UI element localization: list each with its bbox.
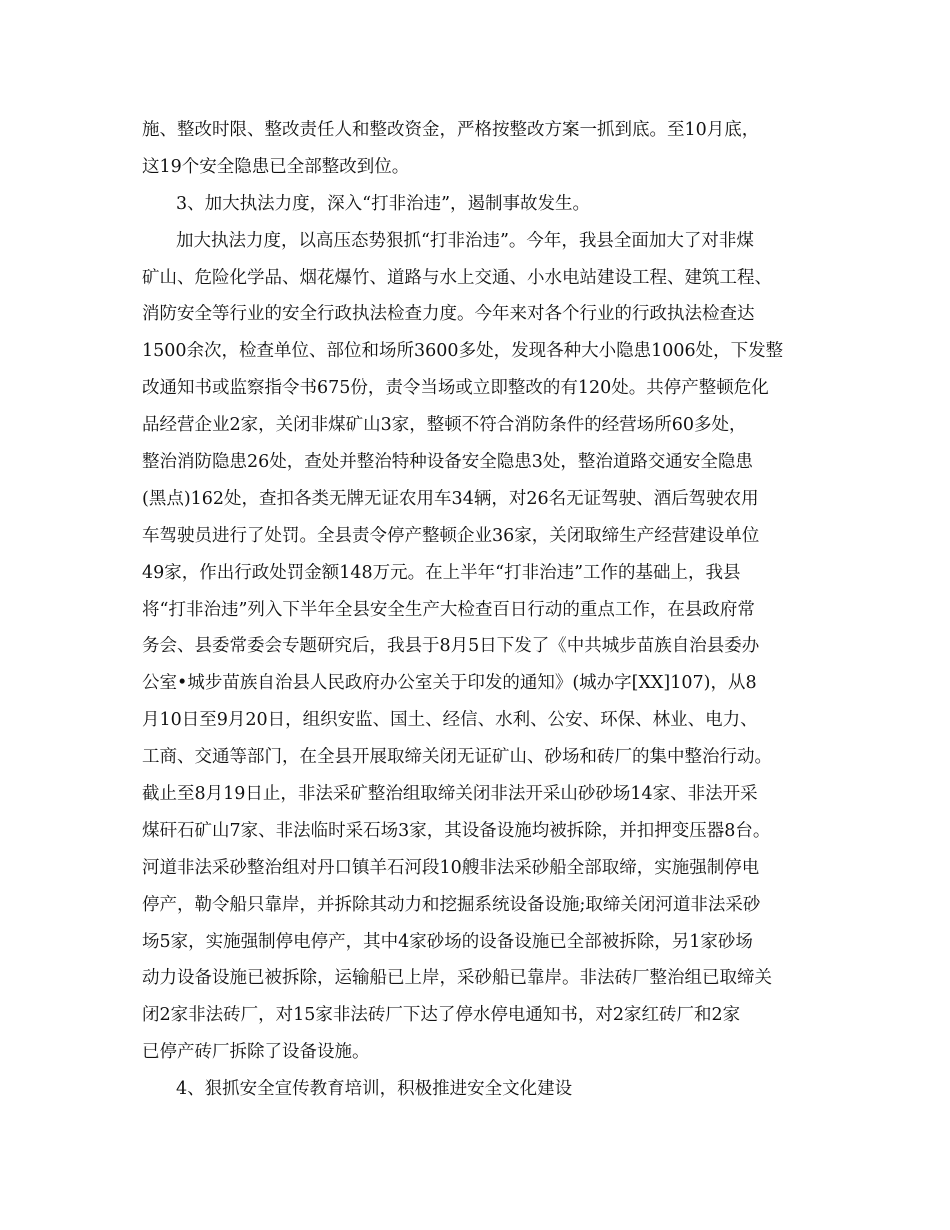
text-line: 月10日至9月20日，组织安监、国土、经信、水利、公安、环保、林业、电力、 (142, 710, 758, 731)
text-line: 施、整改时限、整改责任人和整改资金，严格按整改方案一抓到底。至10月底， (142, 120, 760, 140)
text-line: (黑点)162处，查扣各类无牌无证农用车34辆，对26名无证驾驶、酒后驾驶农用 (142, 488, 759, 509)
text-line: 1500余次，检查单位、部位和场所3600多处，发现各种大小隐患1006处，下发整 (142, 341, 784, 362)
text-line: 公室•城步苗族自治县人民政府办公室关于印发的通知》(城办字[XX]107)，从8 (142, 673, 757, 694)
text-line: 务会、县委常委会专题研究后，我县于8月5日下发了《中共城步苗族自治县委办 (142, 636, 760, 657)
text-line: 河道非法采砂整治组对丹口镇羊石河段10艘非法采砂船全部取缔，实施强制停电 (142, 857, 760, 878)
text-line: 已停产砖厂拆除了设备设施。 (142, 1042, 370, 1063)
text-line: 车驾驶员进行了处罚。全县责令停产整顿企业36家，关闭取缔生产经营建设单位 (142, 525, 760, 546)
text-line: 将“打非治违”列入下半年全县安全生产大检查百日行动的重点工作，在县政府常 (142, 599, 755, 620)
text-line: 停产，勒令船只靠岸，并拆除其动力和挖掘系统设备设施;取缔关闭河道非法采砂 (142, 894, 761, 915)
text-line: 动力设备设施已被拆除，运输船已上岸，采砂船已靠岸。非法砖厂整治组已取缔关 (142, 968, 772, 989)
text-line: 49家，作出行政处罚金额148万元。在上半年“打非治违”工作的基础上，我县 (142, 562, 741, 583)
text-line: 改通知书或监察指令书675份，责令当场或立即整改的有120处。共停产整顿危化 (142, 378, 769, 399)
text-line: 截止至8月19日止，非法采矿整治组取缔关闭非法开采山砂砂场14家、非法开采 (142, 784, 758, 805)
text-line: 矿山、危险化学品、烟花爆竹、道路与水上交通、小水电站建设工程、建筑工程、 (142, 267, 772, 288)
text-line: 闭2家非法砖厂，对15家非法砖厂下达了停水停电通知书，对2家红砖厂和2家 (142, 1005, 741, 1026)
document-body (142, 112, 822, 1108)
paragraph-heading-line: 4、狠抓安全宣传教育培训，积极推进安全文化建设 (176, 1079, 573, 1100)
text-line: 消防安全等行业的安全行政执法检查力度。今年来对各个行业的行政执法检查达 (142, 304, 755, 325)
paragraph-heading-line: 加大执法力度，以高压态势狠抓“打非治违”。今年，我县全面加大了对非煤 (176, 230, 754, 251)
paragraph-heading-line: 3、加大执法力度，深入“打非治违”，遏制事故发生。 (176, 193, 591, 214)
text-line: 这19个安全隐患已全部整改到位。 (142, 156, 410, 177)
text-line: 品经营企业2家，关闭非煤矿山3家，整顿不符合消防条件的经营场所60多处， (142, 415, 747, 436)
text-line: 煤矸石矿山7家、非法临时采石场3家，其设备设施均被拆除，并扣押变压器8台。 (142, 820, 771, 841)
text-line: 工商、交通等部门，在全县开展取缔关闭无证矿山、砂场和砖厂的集中整治行动。 (142, 747, 772, 768)
text-line: 整治消防隐患26处，查处并整治特种设备安全隐患3处，整治道路交通安全隐患 (142, 452, 753, 473)
text-line: 场5家，实施强制停电停产，其中4家砂场的设备设施已全部被拆除，另1家砂场 (142, 931, 753, 952)
